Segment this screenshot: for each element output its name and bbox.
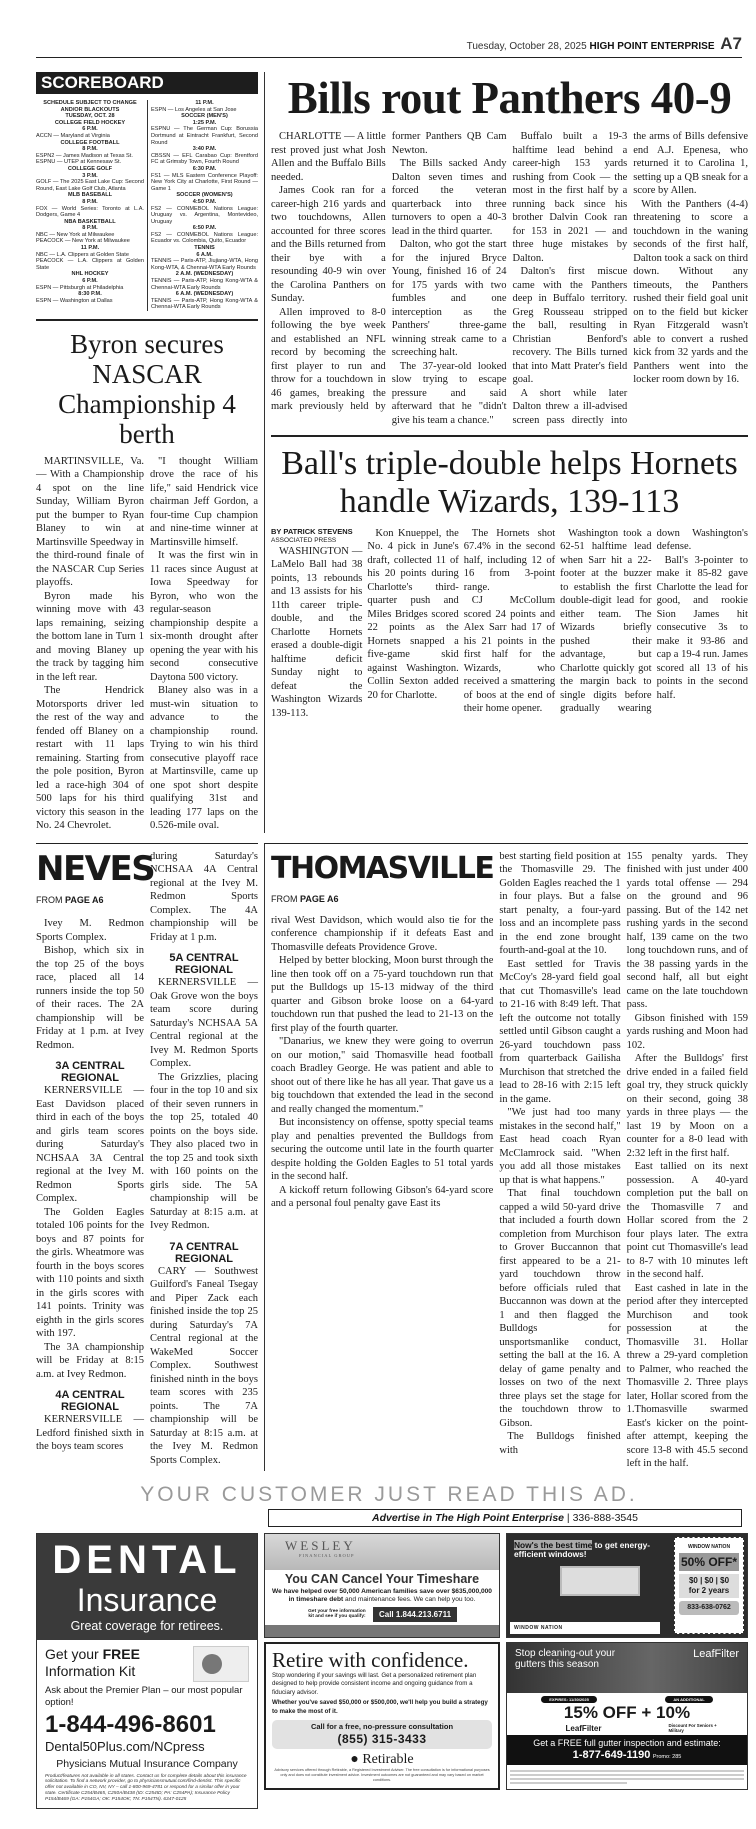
paragraph: "I thought William drove the race of his life," said Hendrick vice chairman Jeff Gordon, a four-time Cup champion and nine-time winner at Martinsville himself. <box>150 455 258 548</box>
ad-tagline: Great coverage for retirees. <box>70 1618 224 1633</box>
financing-badge: $0 | $0 | $0 for 2 years <box>679 1574 739 1598</box>
scoreboard-listings <box>36 100 258 311</box>
window-nation-logo: WINDOW NATION <box>514 1624 563 1631</box>
paragraph: Bishop, which six in the top 25 of the boys race, placed all 14 runners inside the top 50 of their races. The 2A championship will be Friday at 1 p.m. at Ivey Redmon. <box>36 945 144 1051</box>
page-masthead <box>36 34 742 58</box>
listing-time: 11 P.M. <box>195 100 214 106</box>
paragraph: "We just had too many mistakes in the second half," East head coach Ryan McClamrock said. "When you add all those mistakes up that is what happens." <box>499 1107 621 1186</box>
thomasville-jump-from: FROM PAGE A6 <box>271 893 339 904</box>
paragraph: Byron made his winning move with 43 laps remaining, seizing the bottom lane in Turn 1 and moving Blaney up the track by tagging him in the left rear. <box>36 590 144 683</box>
ad-call-button[interactable]: Call 1.844.213.6711 <box>373 1607 457 1622</box>
listing-heading: SOCCER (MEN'S) <box>181 113 228 120</box>
scoreboard-column-1 <box>36 100 144 311</box>
paragraph: It was the first win in 11 races since August at Iowa Speedway for Byron, who won the regular-season championship despite a six-month drought after opening the year with his second consecutive Daytona 500 victory. <box>150 550 258 683</box>
thomasville-section <box>264 843 748 1471</box>
coupon-brand: WINDOW NATION <box>687 1543 731 1550</box>
wesley-timeshare-ad[interactable] <box>264 1533 500 1638</box>
listing-line: TENNIS — Paris-ATP, Jiujiang-WTA, Hong Kong-WTA, & Chennai-WTA Early Rounds <box>151 258 258 271</box>
neves-jump-from: FROM PAGE A6 <box>36 894 104 905</box>
ad-body: Whether you've saved $50,000 or $500,000, we'll help you build a strategy to make the most of it. <box>272 1699 488 1715</box>
listing-line: NBC — L.A. Clippers at Golden State <box>36 251 129 258</box>
neves-section <box>36 843 258 1471</box>
paragraph: East settled for Travis McCoy's 28-yard field goal that cut Thomasville's lead to 21-16 with 8:49 left. That left the outcome not totally settled until Gibson caught a 26-yard touchdown pass from quarterback Gailisha Murchison that stretched the lead to 28-16 with 2:15 left in the game. <box>499 958 621 1105</box>
paragraph: The Bulldogs finished with <box>499 1431 621 1456</box>
byline: BY PATRICK STEVENS <box>271 526 353 536</box>
thomasville-column-3 <box>627 850 748 1471</box>
listing-line: CBSSN — EFL Carabao Cup: Brentford FC at Grimsby Town, Fourth Round <box>151 152 258 166</box>
paragraph: The Bills sacked Andy Dalton seven times and forced the veteran quarterback into three turnovers to open a 40-3 lead in the third quarter. <box>391 158 507 237</box>
paragraph: rival West Davidson, which would also tie for the conference championship if it defeats East and Thomasville defeats Providence Grove. <box>271 914 494 953</box>
subhead: 3A CENTRAL REGIONAL <box>55 1060 125 1084</box>
left-column-top <box>36 72 258 833</box>
right-column-top <box>264 72 748 833</box>
promo-banner: YOUR CUSTOMER JUST READ THIS AD. <box>140 1482 638 1506</box>
window-nation-ad[interactable] <box>506 1533 748 1638</box>
subhead: 7A CENTRAL REGIONAL <box>169 1240 239 1265</box>
hornets-headline: Ball's triple-double helps Hornets handle Wizards, 139-113 <box>281 444 738 520</box>
paragraph: East cashed in late in the period after they intercepted Murchison and took possession at the Thomasville 31. Hollar threw a 29-yard completion to Palmer, who reached the Thomasville 2. Three plays later, Hollar scored from the 1.Thomasville swarmed East's kicker on the point-after attempt, keeping the score 13-8 with 45.5 second left in the half. <box>626 1282 748 1469</box>
paragraph: 155 penalty yards. They finished with just under 400 yards total offense — 294 on the ground and 96 passing. But of the 142 net rushing yards in the second half, 139 came on the two long touchdown runs, and of the 38 passing yards in the second half, all but eight came on the late touchdown pass. <box>626 850 748 1010</box>
brand-text: LeafFilter <box>565 1723 602 1733</box>
paragraph: CARY — Southwest Guilford's Faneal Tsegay and Piper Zack each finished inside the top 25 during Saturday's 7A Central regional at the WakeMed Soccer Complex. Southwest finished ninth in the boys team scores with 235 points. The 7A championship will be Saturday at 8:15 a.m. at the Ivey M. Redmon Sports Complex. <box>150 1265 258 1466</box>
listing-line: ESPNU — UTEP at Kennesaw St. <box>36 159 122 166</box>
offer-text: 15% OFF + 10% <box>563 1702 691 1722</box>
paragraph: That final touchdown capped a wild 50-yard drive that included a fourth down completion from Murchison to Grover Buccannon that first appeared to be a 21-yard touchdown throw before officials ruled that Buccannon was down at the 1 and then flagged the Bulldogs for unsportsmanlike conduct, setting the ball at the 16. A delay of game penalty and losses on two of the next three plays set the stage for the touchdown throw to Gibson. <box>499 1188 621 1429</box>
listing-line: FS1 — MLS Eastern Conference Playoff: New York City at Charlotte, First Round — Game 1 <box>151 172 258 192</box>
paper-name: HIGH POINT ENTERPRISE <box>589 41 715 52</box>
listing-time: 8:30 P.M. <box>78 291 102 298</box>
retirable-ad[interactable] <box>264 1642 500 1790</box>
listing-line: PEACOCK — L.A. Clippers at Golden State <box>36 258 144 271</box>
ad-company: Physicians Mutual Insurance Company <box>56 1757 238 1770</box>
paragraph: East tallied on its next possession. A 40-yard completion put the ball on the Thomasville 7 and Hollar scored from the 2 four plays later. The extra point cut Thomasville's lead to 8-7 with 10 minutes left in the second half. <box>626 1161 748 1280</box>
expiry-pill: EXPIRES: 11/30/2025 <box>541 1696 597 1703</box>
ad-fine-print: Product/features not available in all states. Contact us for complete details about this insurance solicitation. To find a network provider, go to physiciansmutual.com/find-dentist. This specific offer not available in CO, NV, NY – call 1-800-969-4781 or respond for a similar offer in your state. Certificate C254/B465, C250A/B438 (ID: C254ID; PA: C254PA); Insurance Policy P154/B469 (GA: P154GA; OK: P154OK; TN: P154TN). 6347-0125 <box>45 1773 247 1802</box>
discount-note: Discount For Seniors + Military <box>668 1722 717 1733</box>
neves-column-2 <box>150 850 258 1468</box>
listing-line: ESPN2 — James Madison at Texas St. <box>36 152 133 159</box>
ad-body: We have helped over 50,000 American families save over $635,000,000 in timeshare debt and maintenance fees. We can help you too. <box>272 1587 492 1603</box>
listing-heading: COLLEGE FOOTBALL <box>60 139 120 146</box>
paragraph: best starting field position at the Thomasville 29. The Golden Eagles reached the 1 in four plays. But a false start penalty, a four-yard loss and an incomplete pass in the end zone brought fourth-and-goal at the 10. <box>499 850 621 956</box>
advertise-phone: 336-888-3545 <box>572 1511 638 1524</box>
paragraph: With the Panthers (4-4) threatening to score a touchdown in the waning seconds of the first half, Dalton took a sack on third down. Without any timeouts, the Panthers rushed their field goal unit on to the field but kicker Ryan Fitzgerald wasn't able to convert a rushed kick from 32 yards and the Panthers went into the locker room down by 16. <box>633 198 748 385</box>
listing-heading: MLB BASEBALL <box>67 192 113 199</box>
paragraph: Ivey M. Redmon Sports Complex. <box>36 918 144 943</box>
listing-time: 4:50 P.M. <box>192 198 217 205</box>
consultation-box[interactable]: Call for a free, no-pressure consultation (855) 315-3433 <box>272 1720 492 1749</box>
listing-heading: NHL HOCKEY <box>71 271 109 278</box>
jump-page-link[interactable]: PAGE A6 <box>300 893 339 904</box>
info-kit-label: Get your FREE Information Kit <box>45 1645 140 1679</box>
section-rule <box>271 435 748 437</box>
ad-headline: Stop cleaning-out your gutters this season <box>515 1647 616 1670</box>
subhead: 4A CENTRAL REGIONAL <box>55 1389 125 1413</box>
ad-fine-print <box>265 1625 499 1637</box>
listing-line: ESPNU — The German Cup: Borussia Dortmund at Eintracht Frankfurt, Second Round <box>151 126 258 146</box>
paragraph: Helped by better blocking, Moon burst through the line then took off on a 75-yard touchdown run that put the Bulldogs up 15-13 midway of the third quarter and Gibson broke loose on a 64-yard touchdown run that pushed the lead to 21-13 on the first play of the fourth quarter. <box>271 955 494 1034</box>
retirable-logo: ● Retirable <box>350 1752 414 1767</box>
paragraph: KERNERSVILLE — East Davidson placed third in each of the boys and girls team scores during Saturday's NCHSAA 3A Central regional at the Ivey M. Redmon Sports Complex. <box>36 1085 144 1204</box>
paragraph: MARTINSVILLE, Va. — With a Championship 4 spot on the line Sunday, William Byron put the bumper to Ryan Blaney to win at Martinsville Speedway in the third-round finale of the NASCAR Cup Series playoffs. <box>36 455 144 588</box>
paragraph: WASHINGTON — LaMelo Ball had 38 points, 13 rebounds and 13 assists for his 11th career triple-double, and the Charlotte Hornets erased a double-digit halftime deficit Sunday night to defeat the Washington Wizards 139-113. <box>271 545 363 719</box>
ad-fine-print: Advisory services offered through Retirable, a Registered Investment Adviser. The free consultation is for informational purposes only and does not constitute investment advice. Investment outcomes are not guaranteed and may vary based on market conditions. <box>274 1768 490 1782</box>
window-image <box>560 1566 640 1596</box>
paragraph: CJ McCollum scored 24 points and Alex Sarr had 17 of his 21 points in the first half for the Wizards, who received a smattering of boos at the end of their home opener. <box>463 595 556 714</box>
listing-time: 6:50 P.M. <box>192 225 217 232</box>
ad-body: Stop wondering if your savings will last. Get a personalized retirement plan designed to help provide consistent income and ongoing guidance from a fiduciary advisor. <box>272 1671 477 1696</box>
listing-line: ESPN — Pittsburgh at Philadelphia <box>36 284 124 291</box>
listing-time: 6 P.M. <box>82 278 98 285</box>
paragraph: The Hornets shot 67.4% in the second half, including 12 of 16 from 3-point range. <box>463 527 556 593</box>
ads-right <box>264 1533 748 1810</box>
paragraph: Dalton's first miscue came with the Panthers deep in Buffalo territory. Greg Rousseau stripped the ball, resulting in Christian Benford's recovery. The Bills turned that into Matt Prater's field goal. <box>512 266 628 385</box>
leaffilter-ad[interactable] <box>506 1642 748 1790</box>
paragraph: But inconsistency on offense, spotty special teams play and penalties prevented the Bulldogs from securing the outcome until late in the fourth quarter despite holding the Golden Eagles to 51 total yards in the second half. <box>271 1117 494 1182</box>
paragraph: Blaney also was in a must-win situation to advance to the championship round. Trying to win his third consecutive playoff race at Martinsville, came up one spot short despite qualifying 31st and leading 177 laps on the 0.526-mile oval. <box>150 685 258 831</box>
paragraph: A short while later Dalton threw a ill-advised screen pass directly into the arms of Bills defensive end A.J. Epenesa, who returned it to Carolina 1, setting up a QB sneak for a score by Allen. <box>512 131 748 426</box>
ad-headline: Retire with confidence. <box>272 1647 469 1672</box>
paragraph: Ball's 3-pointer to make it 85-82 gave Charlotte the lead for good, and rookie Sion James hit consecutive 3s to make it 93-86 and cap a 19-4 run. James scored all 13 of his points in the second half. <box>656 554 748 701</box>
paragraph: Allen improved to 8-0 following the bye week and established an NFL record by becoming the first player to run and throw for a touchdown in 46 games, breaking the mark previously held by former Panthers QB Cam Newton. <box>271 131 507 412</box>
listing-time: 8 P.M. <box>82 146 98 153</box>
page-number: A7 <box>720 34 742 53</box>
scoreboard-column-2 <box>147 100 258 311</box>
ad-headline: Now's the best time to get energy-efficient windows! <box>514 1539 651 1559</box>
ad-subtitle: Insurance <box>76 1581 218 1618</box>
paragraph: CHARLOTTE — A little rest proved just what Josh Allen and the Buffalo Bills needed. <box>271 131 386 183</box>
paragraph: The Hendrick Motorsports driver led the rest of the way and fended off Blaney on a restart with 11 laps remaining. Starting from the pole position, Byron led a race-high 304 of 500 laps for his third victory this season in the No. 24 Chevrolet. <box>36 685 144 831</box>
additional-pill: AN ADDITIONAL <box>665 1696 712 1703</box>
listing-heading: COLLEGE GOLF <box>67 165 113 172</box>
listing-time: 8 P.M. <box>82 225 98 232</box>
byron-article-body <box>36 455 258 833</box>
paragraph: A kickoff return following Gibson's 64-yard score and a personal foul penalty gave East its <box>271 1184 494 1209</box>
neves-jump-title: NEVES <box>36 848 155 889</box>
paragraph: KERNERSVILLE — Ledford finished sixth in the boys team scores <box>36 1414 144 1452</box>
listing-time: 1:25 P.M. <box>192 119 217 126</box>
wesley-logo: WESLEY FINANCIAL GROUP <box>285 1537 356 1558</box>
ad-phone[interactable]: (855) 315-3433 <box>337 1732 427 1746</box>
paragraph: The Golden Eagles totaled 106 points for the boys and 87 points for the girls. Wheatmore was fourth in the boys scores with 110 points and sixth in the girls scores with 141 points. Trinity was eighth in the girls scores with 197. <box>36 1206 144 1339</box>
advertise-cta[interactable]: Advertise in The High Point Enterprise | 336-888-3545 <box>268 1509 742 1527</box>
listing-line: FS2 — CONMEBOL Nations League: Ecuador vs. Colombia, Quito, Ecuador <box>151 231 258 245</box>
paragraph: Buffalo built a 19-3 halftime lead behind a career-high 153 yards rushing from Cook — the most in the first half by a running back since his brother Dalvin Cook ran for 153 in 2021 — and three huge mistakes by Dalton. <box>512 131 628 264</box>
ad-phone[interactable]: 833-638-0762 <box>679 1601 739 1615</box>
paragraph: during Saturday's NCHSAA 4A Central regional at the Ivey M. Redmon Sports Complex. The 4A championship will be Friday at 1 p.m. <box>150 850 258 943</box>
ad-phone: 1-877-649-1190 <box>572 1748 651 1761</box>
paragraph: The 37-year-old looked slow trying to escape pressure and said afterward that he "didn't give his team a chance." <box>391 360 507 426</box>
listing-heading: COLLEGE FIELD HOCKEY <box>54 119 126 126</box>
paragraph: Kon Knueppel, the No. 4 pick in June's draft, collected 11 of his 20 points during Charlotte's third-quarter push and Miles Bridges scored 22 points as the Hornets snapped a five-game skid against Washington. Collin Sexton added 20 for Charlotte. <box>367 527 459 701</box>
listing-line: PEACOCK — New York at Milwaukee <box>36 238 130 245</box>
listing-line: ESPN — Washington at Dallas <box>36 297 113 304</box>
listing-line: TENNIS — Paris-ATP, Hong Kong-WTA & Chennai-WTA Early Rounds <box>151 278 258 291</box>
paragraph: The 3A championship will be Friday at 8:15 a.m. at Ivey Redmon. <box>36 1341 144 1380</box>
ads-area <box>36 1533 742 1810</box>
thomasville-column-1 <box>271 914 493 1211</box>
listing-heading: SCHEDULE SUBJECT TO CHANGE AND/OR BLACKOUTS <box>43 100 137 113</box>
listing-line: ESPN — Los Angeles at San Jose <box>151 106 237 113</box>
paragraph: Dalton, who got the start for the injured Bryce Young, finished 16 of 24 for 175 yards with two fumbles and one interception as the Panthers' three-game winning streak came to a screeching halt. <box>391 239 507 358</box>
listing-line: GOLF — The 2025 East Lake Cup: Second Round, East Lake Golf Club, Atlanta <box>36 179 144 192</box>
section-rule <box>36 319 258 321</box>
ad-hero-image <box>265 1534 499 1570</box>
ad-headline: You CAN Cancel Your Timeshare <box>284 1571 480 1586</box>
thomasville-article-body <box>271 850 748 1471</box>
byron-headline: Byron secures NASCAR Championship 4 berth <box>58 328 236 449</box>
cta-band[interactable]: Get a FREE full gutter inspection and estimate: 1-877-649-1190 Promo: 285 <box>507 1735 747 1765</box>
paragraph: Gibson finished with 159 yards rushing and Moon had 102. <box>626 1012 748 1051</box>
listing-heading: TUESDAY, OCT. 28 <box>65 113 115 120</box>
listing-line: ACCN — Maryland at Virginia <box>36 132 110 139</box>
subhead: 5A CENTRAL REGIONAL <box>169 952 239 976</box>
listing-time: 11 P.M. <box>80 245 100 252</box>
listing-line: FOX — World Series: Toronto at L.A. Dodgers, Game 4 <box>36 205 144 219</box>
listing-line: TENNIS — Paris-ATP, Hong Kong-WTA & Chennai-WTA Early Rounds <box>151 297 258 311</box>
hornets-article-body <box>271 527 748 721</box>
paragraph: After the Bulldogs' first drive ended in a failed field goal try, they struck quickly on their second, going 38 yards in three plays — the last 19 by Moon on a counter for a 8-0 lead with 2:32 left in the first half. <box>626 1053 748 1159</box>
listing-time: 3 P.M. <box>82 172 98 179</box>
listing-time: 6 A.M. <box>196 251 213 258</box>
bills-headline: Bills rout Panthers 40-9 <box>287 73 732 123</box>
paragraph: The Grizzlies, placing four in the top 10 and six of their seven runners in the top 25, totaled 40 points on the boys side. They also placed two in the top 25 and took sixth with 160 points on the girls side. The 5A championship will be Saturday at 8:15 a.m. at Ivey Redmon. <box>150 1071 258 1231</box>
neves-article-body <box>36 850 258 1468</box>
paragraph: Washington took a 62-51 halftime lead when Sarr hit a 22-footer at the buzzer to establish the first double-digit lead for either team. The Wizards briefly pushed their advantage, but Charlotte quickly got the margin back to single digits before gradually wearing down Washington's defense. <box>560 527 748 714</box>
discount-badge: 50% OFF* <box>680 1554 737 1569</box>
ad-title: DENTAL <box>52 1537 242 1582</box>
listing-line: FS2 — CONMEBOL Nations League: Uruguay vs. Argentina, Montevideo, Uruguay <box>151 205 258 225</box>
dental-insurance-ad[interactable] <box>36 1533 258 1810</box>
ad-fine-print <box>507 1765 747 1789</box>
listing-time: 6 P.M. <box>82 126 98 133</box>
bills-article-body <box>271 130 748 427</box>
paragraph: "Danarius, we knew they were going to overrun on our motion," said Thomasville head football coach Bradley George. He was patient and able to shoot out of there like he has all year. That gave us a big touchdown that extended the lead in the second and really changed the momentum." <box>271 1036 494 1115</box>
ad-url[interactable]: Dental50Plus.com/NCpress <box>45 1738 205 1754</box>
paragraph: James Cook ran for a career-high 216 yards and two touchdowns, Allen accounted for three scores and the Bills returned from their bye with a resounding 40-9 win over the Carolina Panthers on Sunday. <box>271 185 386 304</box>
promo-code: Promo: 285 <box>652 1753 682 1760</box>
jump-page-link[interactable]: PAGE A6 <box>65 894 104 905</box>
paragraph: KERNERSVILLE — Oak Grove won the boys team score during Saturday's NCHSAA 5A Central regional at the Ivey M. Redmon Sports Complex. <box>150 977 258 1069</box>
ad-kit-label: Get your free information kit and see if you qualify: <box>308 1609 366 1619</box>
listing-time: 3:40 P.M. <box>192 146 217 153</box>
apple-brochure-image <box>193 1646 249 1682</box>
ad-body: Ask about the Premier Plan – our most popular option! <box>45 1684 243 1708</box>
scoreboard-title: SCOREBOARD <box>36 72 258 94</box>
byline-agency: ASSOCIATED PRESS <box>271 536 337 544</box>
listing-line: NBC — New York at Milwaukee <box>36 231 115 238</box>
listing-time: 6 A.M. (WEDNESDAY) <box>175 291 234 298</box>
issue-date: Tuesday, October 28, 2025 <box>466 41 587 52</box>
listing-heading: TENNIS <box>194 245 215 252</box>
leaffilter-logo: LeafFilter <box>693 1647 739 1660</box>
listing-time: 8 P.M. <box>82 198 98 205</box>
page-grid <box>36 72 748 1471</box>
listing-time: 6:30 P.M. <box>192 165 217 172</box>
thomasville-jump-title: THOMASVILLE <box>271 850 494 886</box>
listing-heading: NBA BASKETBALL <box>64 218 116 225</box>
hornets-paragraphs <box>271 527 748 721</box>
ad-hero-image <box>507 1643 747 1693</box>
ad-phone[interactable]: 1-844-496-8601 <box>45 1710 216 1738</box>
listing-time: 2 A.M. (WEDNESDAY) <box>175 271 234 278</box>
thomasville-column-2 <box>499 850 620 1471</box>
neves-column-1 <box>36 917 144 1454</box>
offer-coupon <box>674 1537 744 1634</box>
thomasville-column-1-wrap <box>271 850 493 1471</box>
listing-heading: SOCCER (WOMEN'S) <box>176 192 233 199</box>
